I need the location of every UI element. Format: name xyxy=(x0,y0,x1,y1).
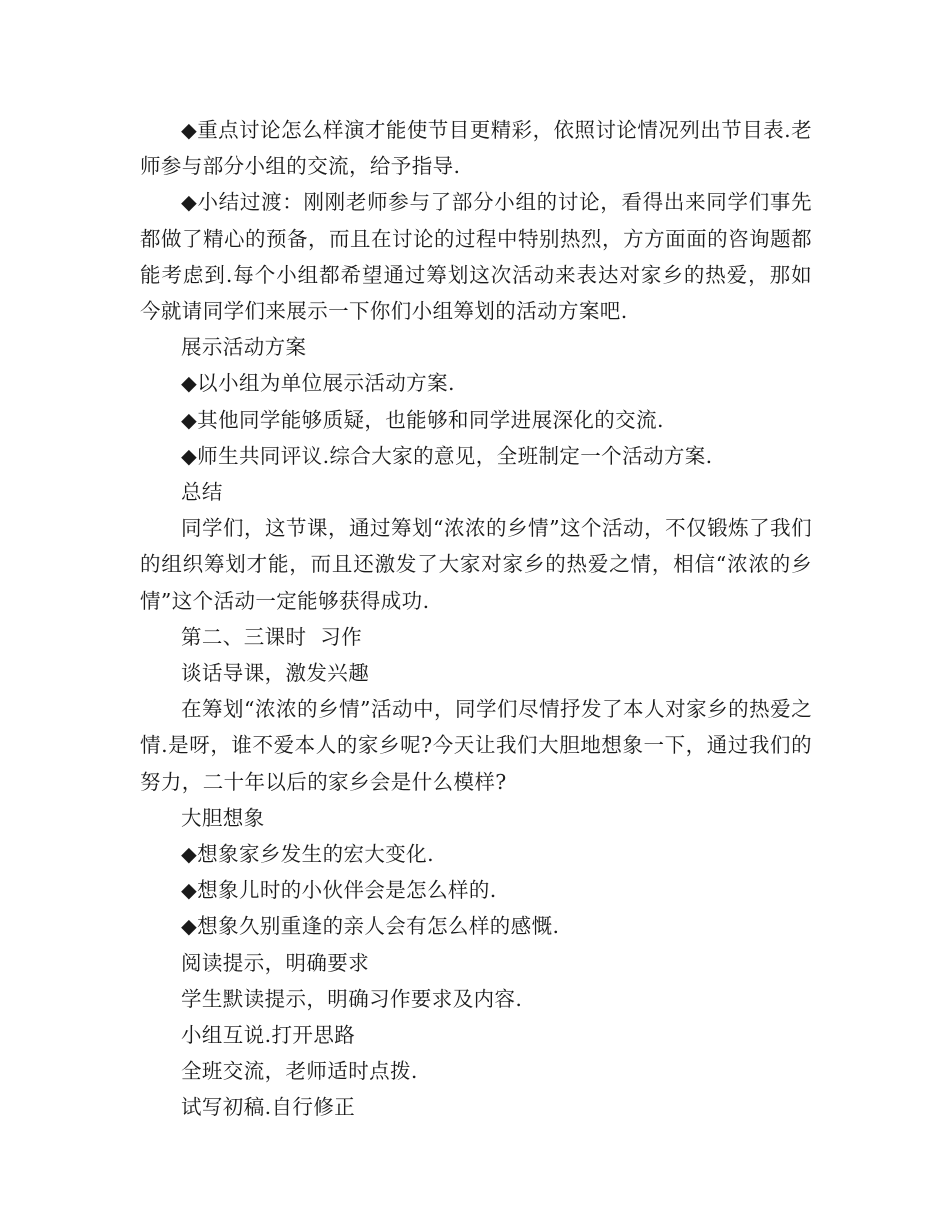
paragraph-class-exchange: 全班交流，老师适时点拨. xyxy=(181,1059,418,1084)
heading-bold-imagination: 大胆想象 xyxy=(181,805,265,830)
bullet-group-show-plan: ◆以小组为单位展示活动方案. xyxy=(181,371,455,396)
heading-reading-tips: 阅读提示，明确要求 xyxy=(181,950,370,975)
paragraph-silent-reading: 学生默读提示，明确习作要求及内容. xyxy=(181,986,523,1011)
paragraph-summary-body: 同学们，这节课，通过筹划“浓浓的乡情”这个活动，不仅锻炼了我们的组织筹划才能，而且还激发了大家对家乡的热爱之情，相信“浓浓的乡情”这个活动一定能够获得成功. xyxy=(140,516,812,613)
heading-talk-intro: 谈话导课，激发兴趣 xyxy=(181,661,370,686)
paragraph-intro-body: 在筹划“浓浓的乡情”活动中，同学们尽情抒发了本人对家乡的热爱之情.是呀，谁不爱本人的家乡呢?今天让我们大胆地想象一下，通过我们的努力，二十年以后的家乡会是什么模样? xyxy=(140,697,812,794)
heading-group-talk: 小组互说.打开思路 xyxy=(181,1023,356,1048)
bullet-imagine-relatives: ◆想象久别重逢的亲人会有怎么样的感慨. xyxy=(181,914,560,939)
heading-show-plan: 展示活动方案 xyxy=(181,335,307,360)
bullet-question-exchange: ◆其他同学能够质疑，也能够和同学进展深化的交流. xyxy=(181,407,664,432)
bullet-imagine-hometown: ◆想象家乡发生的宏大变化. xyxy=(181,842,434,867)
bullet-imagine-friends: ◆想象儿时的小伙伴会是怎么样的. xyxy=(181,878,497,903)
document-page xyxy=(140,112,812,1126)
paragraph-discussion-focus: ◆重点讨论怎么样演才能使节目更精彩，依照讨论情况列出节目表.老师参与部分小组的交流，给予指导. xyxy=(140,118,812,179)
heading-lesson-2-3: 第二、三课时 习作 xyxy=(181,624,363,649)
paragraph-summary-transition: ◆小结过渡：刚刚老师参与了部分小组的讨论，看得出来同学们事先都做了精心的预备，而且在讨论的过程中特别热烈，方方面面的咨询题都能考虑到.每个小组都希望通过筹划这次活动来表达对家乡的热爱，那如今就请同学们来展示一下你们小组筹划的活动方案吧. xyxy=(140,190,812,324)
heading-summary: 总结 xyxy=(181,480,223,505)
bullet-joint-review: ◆师生共同评议.综合大家的意见，全班制定一个活动方案. xyxy=(181,443,713,468)
heading-draft-revise: 试写初稿.自行修正 xyxy=(181,1095,356,1120)
